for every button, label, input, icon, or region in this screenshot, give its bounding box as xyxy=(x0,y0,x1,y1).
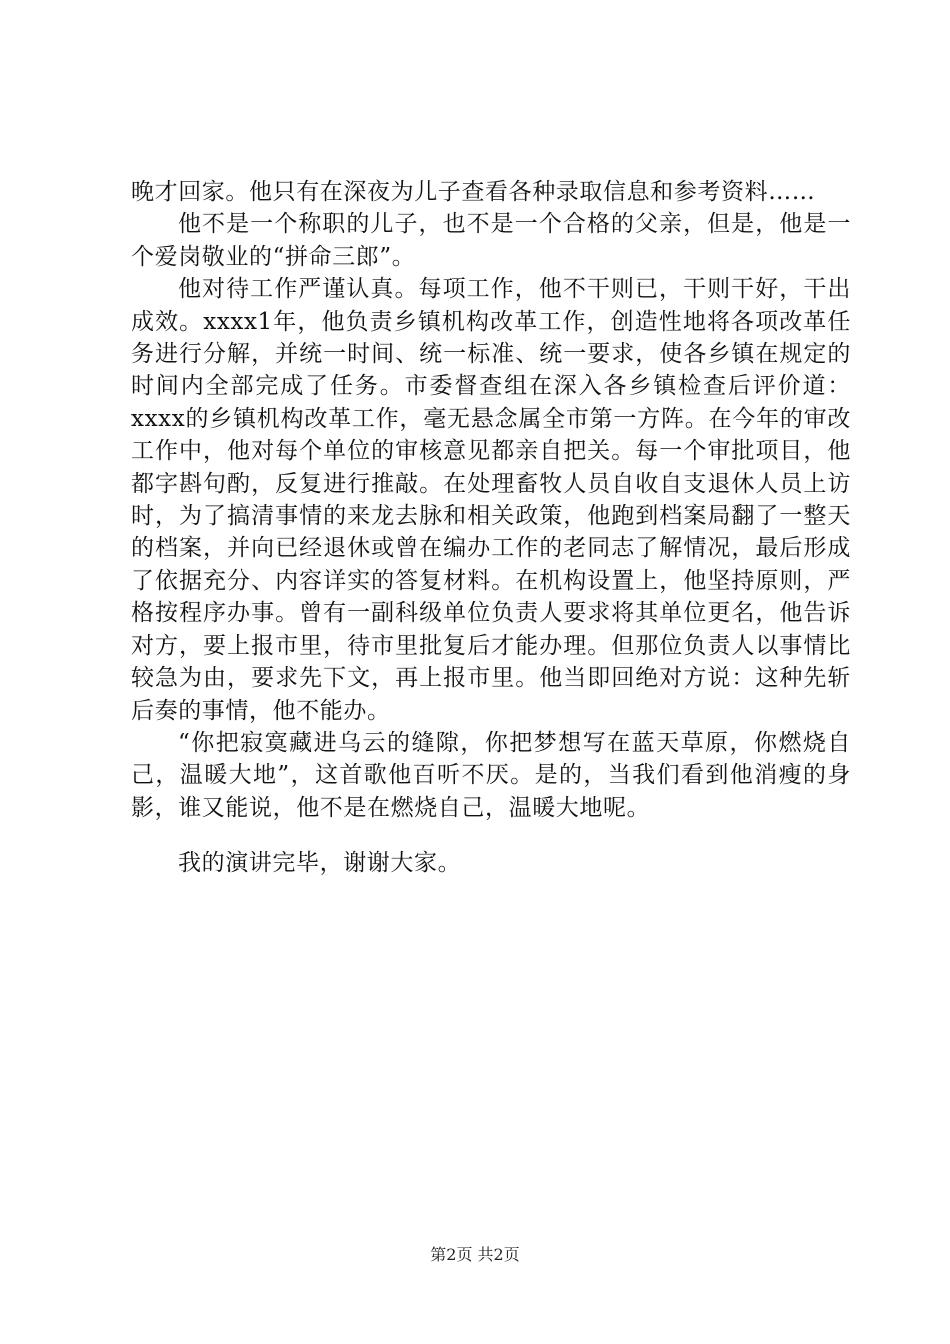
document-body xyxy=(131,176,851,824)
paragraph-work-attitude: 他对待工作严谨认真。每项工作，他不干则已，干则干好，干出成效。xxxx1年，他负责乡镇机构改革工作，创造性地将各项改革任务进行分解，并统一时间、统一标准、统一要求，使各乡镇在规定的时间内全部完成了任务。市委督查组在深入各乡镇检查后评价道：xxxx的乡镇机构改革工作，毫无悬念属全市第一方阵。在今年的审改工作中，他对每个单位的审核意见都亲自把关。每一个审批项目，他都字斟句酌，反复进行推敲。在处理畜牧人员自收自支退休人员上访时，为了搞清事情的来龙去脉和相关政策，他跑到档案局翻了一整天的档案，并向已经退休或曾在编办工作的老同志了解情况，最后形成了依据充分、内容详实的答复材料。在机构设置上，他坚持原则，严格按程序办事。曾有一副科级单位负责人要求将其单位更名，他告诉对方，要上报市里，待市里批复后才能办理。但那位负责人以事情比较急为由，要求先下文，再上报市里。他当即回绝对方说：这种先斩后奏的事情，他不能办。 xyxy=(131,276,851,724)
paragraph-son-and-father: 他不是一个称职的儿子，也不是一个合格的父亲，但是，他是一个爱岗敬业的“拼命三郎”。 xyxy=(131,211,851,270)
closing-remark: 我的演讲完毕，谢谢大家。 xyxy=(178,850,462,876)
page-footer: 第2页 共2页 xyxy=(430,1245,520,1264)
paragraph-continuation: 晚才回家。他只有在深夜为儿子查看各种录取信息和参考资料…… xyxy=(131,179,816,205)
paragraph-song-quote: “你把寂寞藏进乌云的缝隙，你把梦想写在蓝天草原，你燃烧自己，温暖大地”，这首歌他百听不厌。是的，当我们看到他消瘦的身影，谁又能说，他不是在燃烧自己，温暖大地呢。 xyxy=(131,729,851,821)
